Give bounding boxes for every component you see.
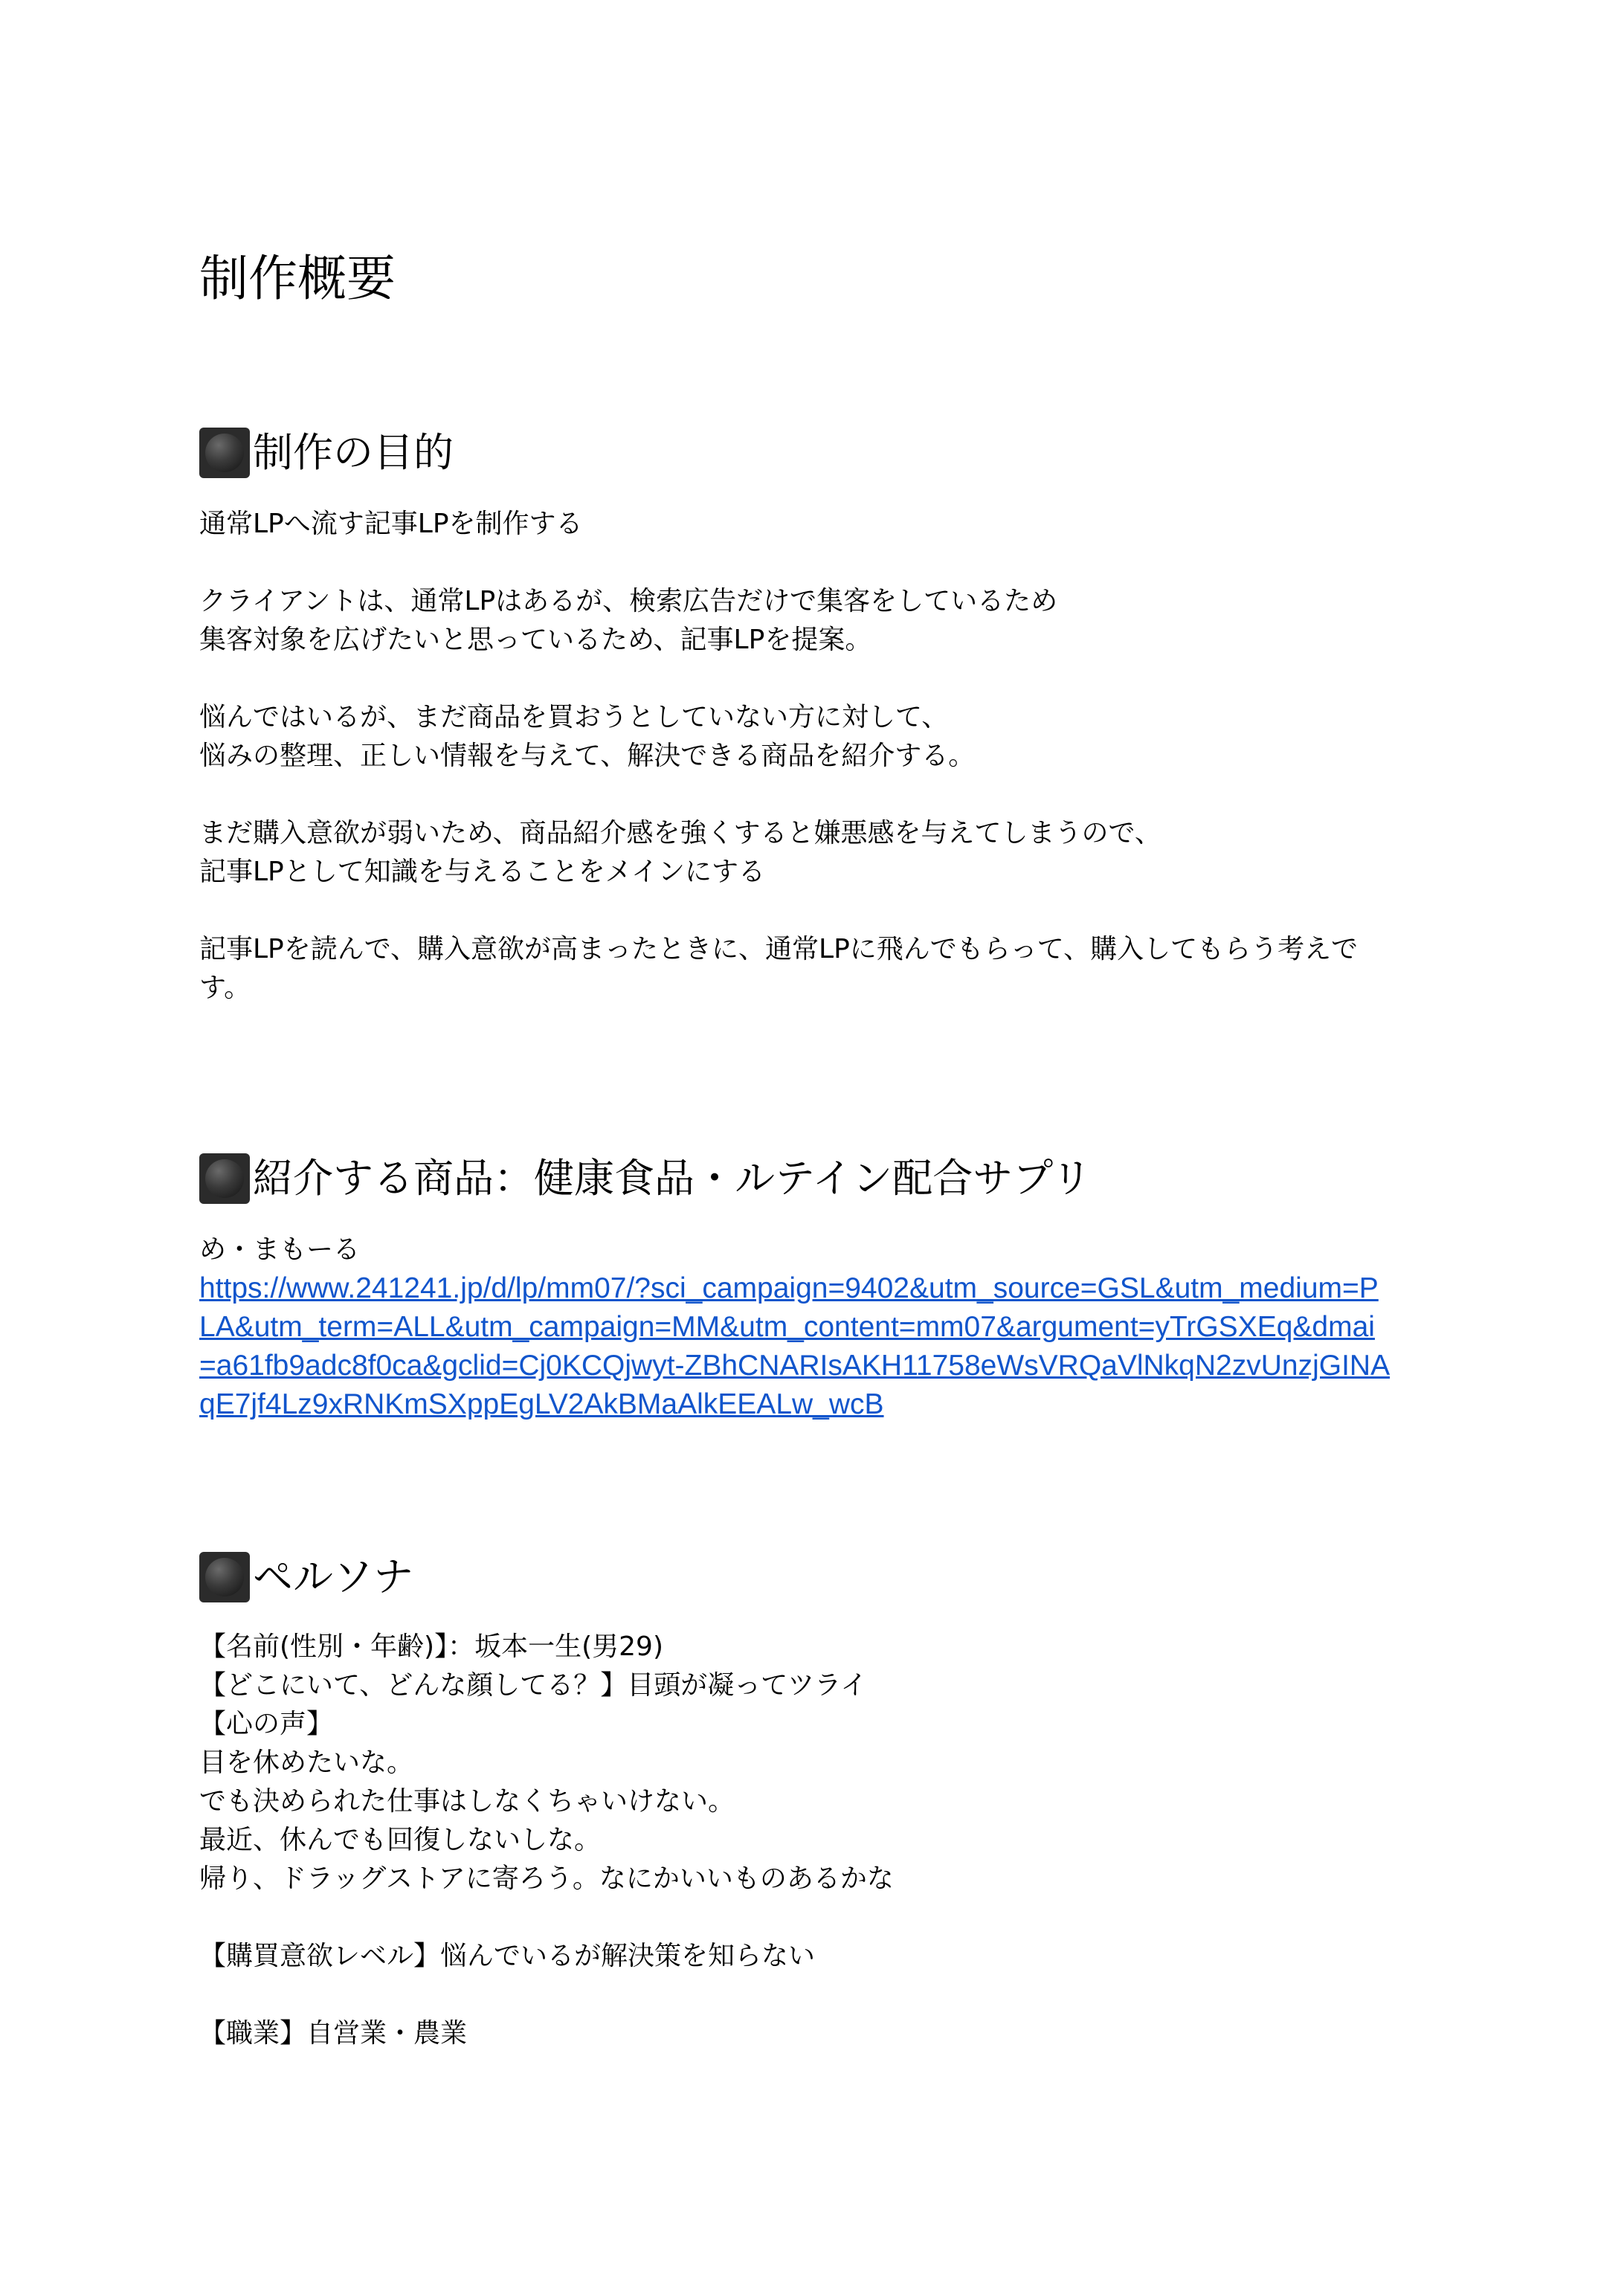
product-url-line: =a61fb9adc8f0ca&gclid=Cj0KCQjwyt-ZBhCNARIsAKH11758eWsVRQaVlNkqN2zvUnzjGINA — [199, 1350, 1391, 1382]
persona-line: 【購買意欲レベル】悩んでいるが解決策を知らない — [199, 1941, 816, 1971]
purpose-line: まだ購入意欲が弱いため、商品紹介感を強くすると嫌悪感を与えてしまうので、 — [199, 818, 1161, 848]
purpose-line: す。 — [199, 973, 251, 1003]
black-circle-icon — [199, 428, 250, 478]
persona-body — [199, 1628, 894, 2053]
persona-line: 【心の声】 — [199, 1709, 334, 1739]
persona-line: 帰り、ドラッグストアに寄ろう。なにかいいものあるかな — [199, 1863, 894, 1894]
black-circle-icon — [199, 1153, 250, 1204]
purpose-line: 記事LPとして知識を与えることをメインにする — [199, 857, 766, 887]
persona-line: 【どこにいて、どんな顔してる？】目頭が凝ってツライ — [199, 1670, 868, 1701]
section-heading-product-label: 紹介する商品：健康食品・ルテイン配合サプリ — [253, 1154, 1092, 1202]
section-heading-purpose-label: 制作の目的 — [253, 428, 454, 476]
document-title: 制作概要 — [199, 250, 396, 307]
section-heading-product — [199, 1153, 1092, 1204]
section-heading-persona — [199, 1552, 413, 1602]
persona-line: 【名前(性別・年齢)】：坂本一生(男29) — [199, 1631, 663, 1662]
section-heading-purpose — [199, 428, 454, 478]
section-heading-persona-label: ペルソナ — [253, 1553, 413, 1600]
purpose-line: 集客対象を広げたいと思っているため、記事LPを提案。 — [199, 625, 872, 655]
persona-line: でも決められた仕事はしなくちゃいけない。 — [199, 1786, 735, 1817]
product-url-line: https://www.241241.jp/d/lp/mm07/?sci_campaign=9402&utm_source=GSL&utm_medium=P — [199, 1272, 1379, 1304]
product-url-link[interactable] — [199, 1269, 1390, 1424]
purpose-line: 悩んではいるが、まだ商品を買おうとしていない方に対して、 — [199, 702, 949, 732]
product-body — [199, 1231, 1390, 1424]
persona-line: 【職業】自営業・農業 — [199, 2018, 468, 2049]
purpose-line: 悩みの整理、正しい情報を与えて、解決できる商品を紹介する。 — [199, 741, 976, 771]
product-url-line: qE7jf4Lz9xRNKmSXppEgLV2AkBMaAlkEEALw_wcB — [199, 1388, 884, 1420]
purpose-line: 記事LPを読んで、購入意欲が高まったときに、通常LPに飛んでもらって、購入してもらう考えで — [199, 934, 1359, 964]
purpose-line: クライアントは、通常LPはあるが、検索広告だけで集客をしているため — [199, 586, 1058, 616]
purpose-body — [199, 505, 1358, 1008]
persona-line: 目を休めたいな。 — [199, 1747, 414, 1778]
product-name: め・まもーる — [199, 1234, 361, 1265]
persona-line: 最近、休んでも回復しないしな。 — [199, 1825, 602, 1855]
black-circle-icon — [199, 1552, 250, 1602]
product-url-line: LA&utm_term=ALL&utm_campaign=MM&utm_content=mm07&argument=yTrGSXEq&dmai — [199, 1311, 1375, 1343]
purpose-line: 通常LPへ流す記事LPを制作する — [199, 509, 583, 539]
